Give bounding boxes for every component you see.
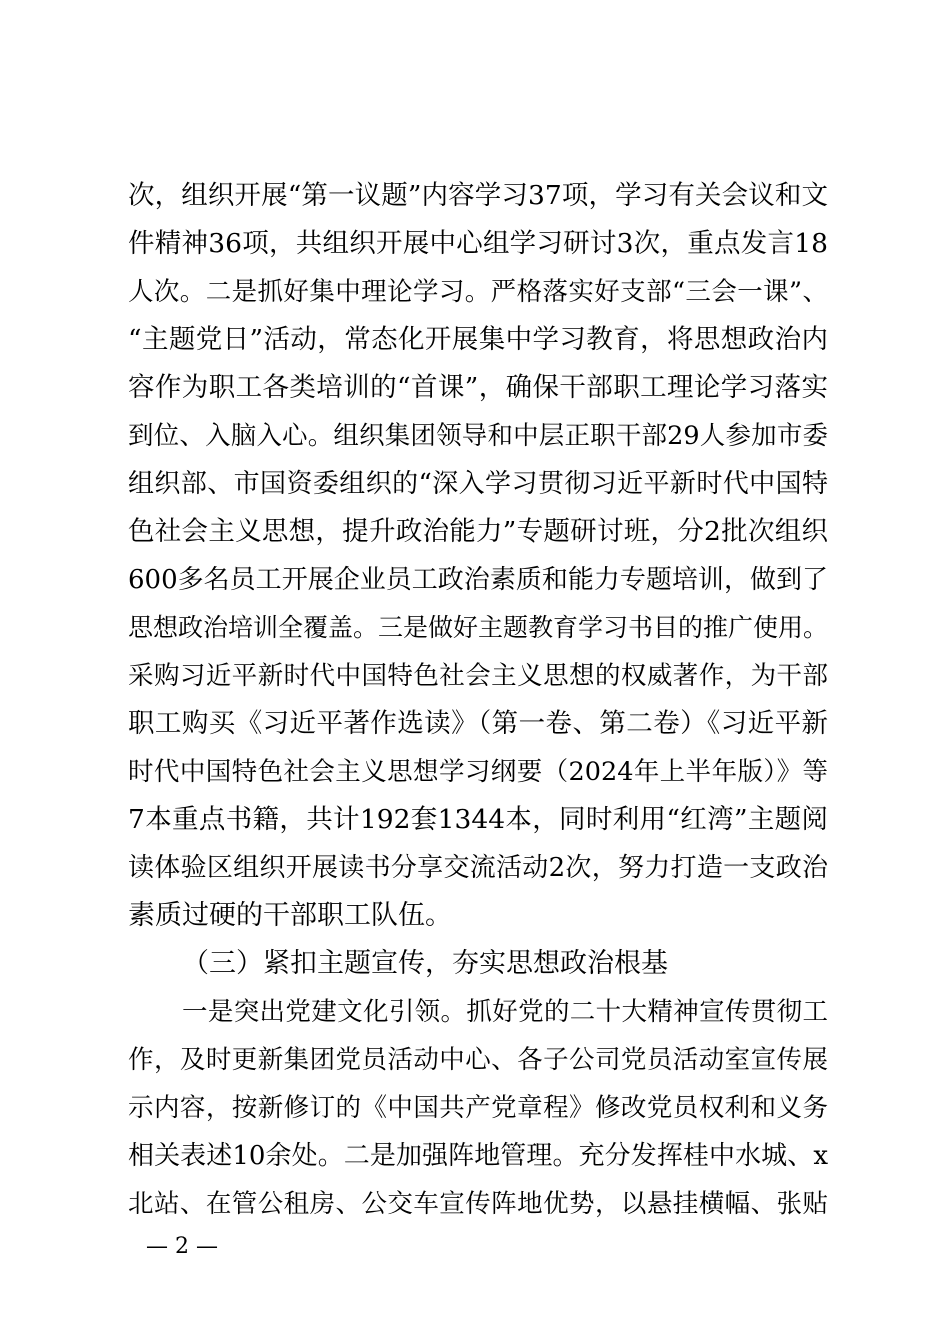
- body-text-line: 容作为职工各类培训的“首课”，确保干部职工理论学习落实: [128, 372, 828, 403]
- body-text-line: 示内容，按新修订的《中国共产党章程》修改党员权利和义务: [128, 1093, 828, 1123]
- body-text-line: 作，及时更新集团党员活动中心、各子公司党员活动室宣传展: [128, 1045, 828, 1075]
- body-text-line: 采购习近平新时代中国特色社会主义思想的权威著作，为干部: [128, 661, 828, 691]
- body-text-line: 到位、入脑入心。组织集团领导和中层正职干部29人参加市委: [128, 421, 828, 451]
- body-text-line: 素质过硬的干部职工队伍。: [128, 900, 452, 931]
- body-text-line: 思想政治培训全覆盖。三是做好主题教育学习书目的推广使用。: [128, 613, 829, 642]
- body-text-line: 相关表述10余处。二是加强阵地管理。充分发挥桂中水城、x: [128, 1141, 828, 1171]
- body-text-line: “主题党日”活动，常态化开展集中学习教育，将思想政治内: [128, 324, 828, 355]
- section-heading: （三）紧扣主题宣传，夯实思想政治根基: [182, 948, 668, 979]
- body-text-line: 组织部、市国资委组织的“深入学习贯彻习近平新时代中国特: [128, 469, 828, 499]
- body-text-line: 次，组织开展“第一议题”内容学习37项，学习有关会议和文: [128, 180, 828, 211]
- body-text-line: 一是突出党建文化引领。抓好党的二十大精神宣传贯彻工: [182, 997, 828, 1027]
- body-text-line: 读体验区组织开展读书分享交流活动2次，努力打造一支政治: [128, 853, 828, 883]
- body-text-line: 件精神36项，共组织开展中心组学习研讨3次，重点发言18: [128, 228, 828, 259]
- body-text-line: 600多名员工开展企业员工政治素质和能力专题培训，做到了: [128, 565, 828, 595]
- body-text-line: 时代中国特色社会主义思想学习纲要（2024年上半年版）》等: [128, 757, 828, 787]
- body-text-line: 7本重点书籍，共计192套1344本，同时利用“红湾”主题阅: [128, 804, 828, 835]
- body-text-line: 人次。二是抓好集中理论学习。严格落实好支部“三会一课”、: [128, 277, 828, 307]
- body-text-line: 北站、在管公租房、公交车宣传阵地优势，以悬挂横幅、张贴: [128, 1189, 828, 1219]
- body-text-line: 色社会主义思想，提升政治能力”专题研讨班，分2批次组织: [128, 516, 828, 547]
- body-text-line: 职工购买《习近平著作选读》（第一卷、第二卷）《习近平新: [128, 708, 828, 739]
- page-number: — 2 —: [146, 1234, 218, 1259]
